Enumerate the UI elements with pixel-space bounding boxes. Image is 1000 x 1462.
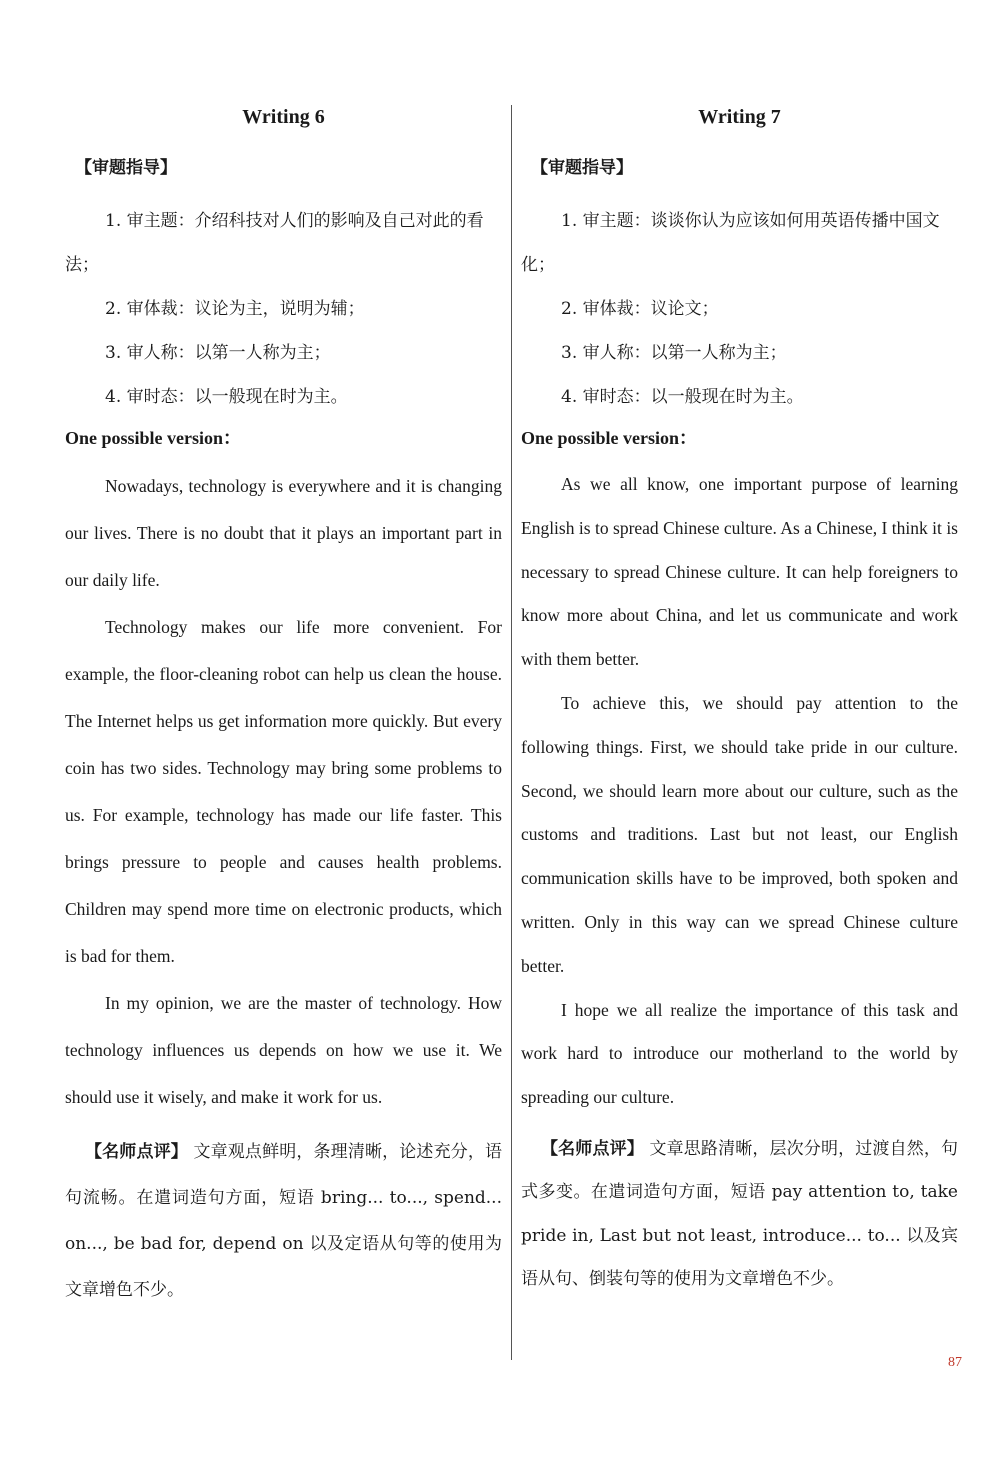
guide-item: 4. 审时态：以一般现在时为主。 — [561, 387, 804, 407]
writing-title: Writing 6 — [242, 106, 325, 128]
essay-paragraph: To achieve this, we should pay attention to the following things. First, we should take pride in our culture. Second, we should learn more about our culture, such as the customs and traditions. Last but not least, our English communication skills have to be improved, both spoken and written. Only in this way can we spread Chinese culture better. — [521, 692, 958, 976]
essay-paragraph: As we all know, one important purpose of learning English is to spread Chinese culture. As a Chinese, I think it is necessary to spread Chinese culture. It can help foreigners to know more about China, and let us communicate and work with them better. — [521, 474, 958, 670]
review-label: 【名师点评】 — [85, 1142, 188, 1162]
teacher-review — [521, 1128, 958, 1302]
essay-paragraph: I hope we all realize the importance of this task and work hard to introduce our motherland to the world by spreading our culture. — [521, 999, 958, 1108]
guide-label: 【审题指导】 — [531, 158, 633, 178]
essay-paragraph: Nowadays, technology is everywhere and it is changing our lives. There is no doubt that it plays an important part in our daily life. — [65, 476, 502, 590]
guide-item: 1. 审主题：介绍科技对人们的影响及自己对此的看法； — [65, 211, 484, 275]
review-text: 文章观点鲜明，条理清晰，论述充分，语句流畅。在遣词造句方面，短语 bring... to..., spend... on..., be bad for, depend on 以及定语从句等的使用为文章增色不少。 — [65, 1142, 503, 1300]
guide-label: 【审题指导】 — [75, 158, 177, 178]
page-number: 87 — [948, 1355, 962, 1370]
guide-item: 4. 审时态：以一般现在时为主。 — [105, 387, 348, 407]
review-label: 【名师点评】 — [541, 1138, 644, 1159]
guide-item: 3. 审人称：以第一人称为主； — [105, 343, 331, 363]
writing-title: Writing 7 — [698, 106, 781, 128]
guide-item: 3. 审人称：以第一人称为主； — [561, 343, 787, 363]
guide-item: 2. 审体裁：议论为主，说明为辅； — [105, 299, 365, 319]
version-label: One possible version： — [521, 428, 698, 448]
essay-paragraph: In my opinion, we are the master of technology. How technology influences us depends on how we use it. We should use it wisely, and make it work for us. — [65, 993, 502, 1107]
column-divider — [511, 105, 512, 1360]
essay-paragraph: Technology makes our life more convenient. For example, the floor-cleaning robot can help us clean the house. The Internet helps us get information more quickly. But every coin has two sides. Technology may bring some problems to us. For example, technology has made our life faster. This brings pressure to people and causes health problems. Children may spend more time on electronic products, which is bad for them. — [65, 617, 502, 966]
guide-item: 2. 审体裁：议论文； — [561, 299, 719, 319]
right-column — [521, 100, 958, 1302]
review-text: 文章思路清晰，层次分明，过渡自然，句式多变。在遣词造句方面，短语 pay attention to, take pride in, Last but not least, introduce... to... 以及宾语从句、倒装句等的使用为文章增色不少。 — [521, 1138, 959, 1290]
left-column — [65, 100, 502, 1313]
teacher-review — [65, 1129, 502, 1313]
version-label: One possible version： — [65, 428, 242, 448]
guide-item: 1. 审主题：谈谈你认为应该如何用英语传播中国文化； — [521, 211, 940, 275]
